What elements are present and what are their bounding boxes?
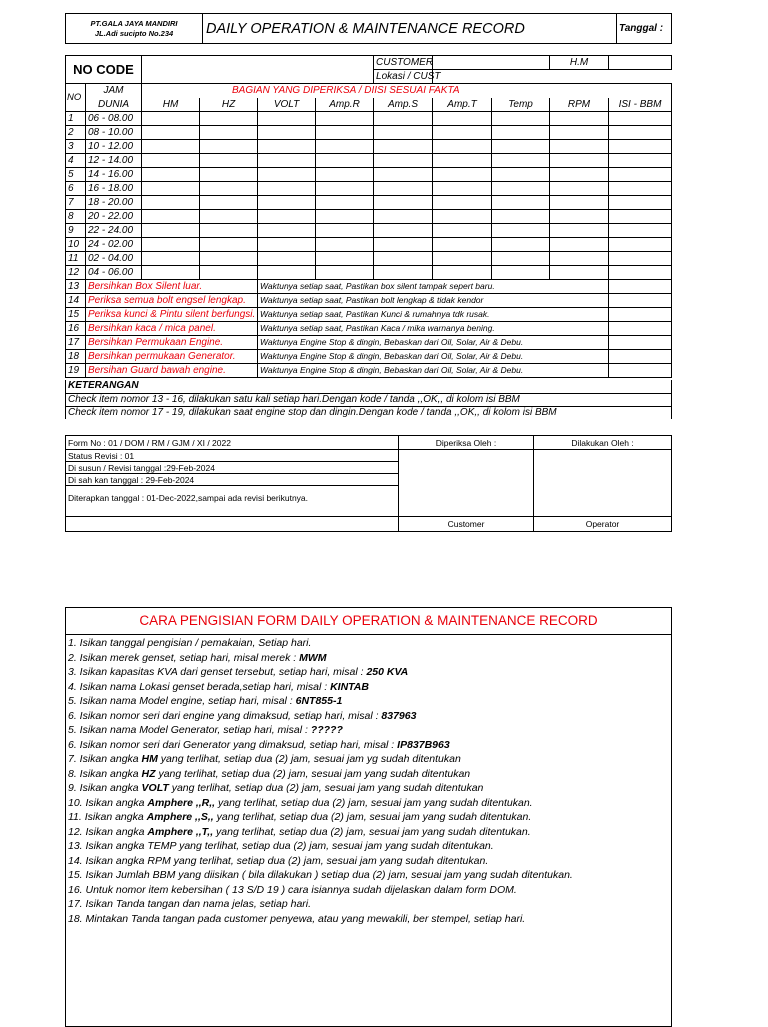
reading-cell[interactable] [550,140,609,154]
instruction-text: 9. Isikan angka [68,782,142,794]
time-row [66,112,672,126]
instruction-example: 6NT855-1 [295,695,343,707]
task-row [66,294,672,308]
task-check-cell[interactable] [609,308,672,322]
reading-cell[interactable] [550,154,609,168]
task-note: Waktunya Engine Stop & dingin, Bebaskan dari Oil, Solar, Air & Debu. [258,336,609,350]
instruction-text: 1. Isikan tanggal pengisian / pemakaian, Setiap hari. [68,637,312,649]
reading-cell[interactable] [550,266,609,280]
reading-cell[interactable] [609,154,672,168]
instruction-text: 14. Isikan angka RPM yang terlihat, setiap dua (2) jam, sesuai jam yang sudah ditentukan. [68,854,489,867]
reading-cell[interactable] [258,238,316,252]
time-row [66,182,672,196]
reading-cell[interactable] [433,126,492,140]
reading-cell[interactable] [492,252,550,266]
instruction-item [68,883,573,898]
task-number: 15 [66,308,86,322]
reading-cell[interactable] [200,196,258,210]
log-table [65,55,672,378]
hm-value[interactable] [609,56,672,70]
row-number: 5 [66,168,86,182]
column-header: Amp.T [433,98,492,112]
instruction-item [68,694,573,709]
instruction-text-end: yang terlihat, setiap dua (2) jam, sesuai jam yang sudah ditentukan. [213,811,532,823]
reading-cell[interactable] [433,252,492,266]
column-header: HZ [200,98,258,112]
log-header-row-3 [66,84,672,98]
reading-cell[interactable] [433,182,492,196]
instruction-text: 15. Isikan Jumlah BBM yang diisikan ( bila dilakukan ) setiap dua (2) jam, sesuai jam yang sudah ditentukan. [68,869,573,881]
jam-header-1: JAM [86,84,142,98]
reading-cell[interactable] [492,140,550,154]
instruction-text: 8. Isikan angka [68,767,142,780]
reading-cell[interactable] [316,168,374,182]
reading-cell[interactable] [258,252,316,266]
reading-cell[interactable] [374,238,433,252]
operator-label: Operator [534,517,672,532]
reading-cell[interactable] [492,154,550,168]
reading-cell[interactable] [258,126,316,140]
row-time: 14 - 16.00 [86,168,142,182]
status-revisi: Status Revisi : 01 [66,450,399,462]
reading-cell[interactable] [550,252,609,266]
reading-cell[interactable] [433,266,492,280]
reading-cell[interactable] [433,154,492,168]
time-row [66,224,672,238]
company-address: JL.Adi sucipto No.234 [94,28,174,38]
reading-cell[interactable] [316,266,374,280]
instruction-item [68,665,573,680]
instruction-item [68,839,573,854]
keterangan-table [65,380,672,419]
reading-cell[interactable] [492,224,550,238]
instruction-text: 4. Isikan nama Lokasi genset berada,setiap hari, misal : [68,680,331,693]
instruction-text: 18. Mintakan Tanda tangan pada customer penyewa, atau yang mewakili, ber stempel, setiap hari. [68,912,526,925]
row-time: 20 - 22.00 [86,210,142,224]
reading-cell[interactable] [258,266,316,280]
reading-cell[interactable] [142,238,200,252]
reading-cell[interactable] [492,112,550,126]
reading-cell[interactable] [316,140,374,154]
reading-cell[interactable] [200,252,258,266]
instruction-item [68,868,573,883]
instruction-example: HZ [141,767,156,780]
task-note: Waktunya setiap saat, Pastikan Kunci & rumahnya tdk rusak. [258,308,609,322]
time-row [66,266,672,280]
instruction-text-end: yang terlihat, setiap dua (2) jam, sesuai jam yang sudah ditentukan [155,767,471,780]
reading-cell[interactable] [492,182,550,196]
reading-cell[interactable] [550,126,609,140]
reading-cell[interactable] [609,238,672,252]
time-row [66,168,672,182]
reading-cell[interactable] [374,252,433,266]
reading-cell[interactable] [433,224,492,238]
instruction-item [68,854,573,869]
reading-cell[interactable] [374,168,433,182]
diterapkan-date: Diterapkan tanggal : 01-Dec-2022,sampai ada revisi berikutnya. [66,486,399,517]
instruction-text: 6. Isikan nomor seri dari Generator yang dimaksud, setiap hari, misal : [68,738,398,751]
reading-cell[interactable] [316,238,374,252]
task-row [66,322,672,336]
instruction-example: MWM [299,651,327,664]
reading-cell[interactable] [550,224,609,238]
reading-cell[interactable] [609,140,672,154]
column-header: RPM [550,98,609,112]
section-note: BAGIAN YANG DIPERIKSA / DIISI SESUAI FAKTA [142,84,672,98]
reading-cell[interactable] [142,196,200,210]
reading-cell[interactable] [200,224,258,238]
instruction-text: 17. Isikan Tanda tangan dan nama jelas, setiap hari. [68,898,312,910]
instruction-text: 5. Isikan nama Model engine, setiap hari, misal : [68,695,296,707]
row-time: 24 - 02.00 [86,238,142,252]
reading-cell[interactable] [258,210,316,224]
disahkan-date: Di sah kan tanggal : 29-Feb-2024 [66,474,399,486]
row-number: 11 [66,252,86,266]
task-row [66,336,672,350]
reading-cell[interactable] [433,140,492,154]
reading-cell[interactable] [258,182,316,196]
instruction-item [68,723,573,738]
diperiksa-label: Diperiksa Oleh : [399,436,534,450]
reading-cell[interactable] [609,112,672,126]
row-number: 10 [66,238,86,252]
reading-cell[interactable] [609,168,672,182]
instructions-box [65,607,672,1027]
instruction-item [68,651,573,666]
reading-cell[interactable] [609,196,672,210]
time-row [66,238,672,252]
task-row [66,350,672,364]
row-time: 04 - 06.00 [86,266,142,280]
task-name: Bersihan Guard bawah engine. [86,364,258,378]
reading-cell[interactable] [200,182,258,196]
jam-header-2: DUNIA [86,98,142,112]
row-time: 10 - 12.00 [86,140,142,154]
reading-cell[interactable] [374,140,433,154]
reading-cell[interactable] [142,182,200,196]
row-time: 06 - 08.00 [86,112,142,126]
row-number: 3 [66,140,86,154]
log-header-row-1 [66,56,672,70]
instruction-item [68,709,573,724]
reading-cell[interactable] [609,126,672,140]
reading-cell[interactable] [316,196,374,210]
column-header: Amp.S [374,98,433,112]
row-time: 16 - 18.00 [86,182,142,196]
reading-cell[interactable] [550,112,609,126]
reading-cell[interactable] [316,210,374,224]
reading-cell[interactable] [200,140,258,154]
reading-cell[interactable] [200,112,258,126]
customer-value[interactable] [433,56,550,70]
reading-cell[interactable] [492,168,550,182]
reading-cell[interactable] [550,196,609,210]
instruction-item [68,636,573,651]
reading-cell[interactable] [609,252,672,266]
instruction-text-end: yang terlihat, setiap dua (2) jam, sesuai jam yg sudah ditentukan [157,753,461,765]
row-number: 1 [66,112,86,126]
row-time: 02 - 04.00 [86,252,142,266]
reading-cell[interactable] [492,210,550,224]
instruction-item [68,796,573,811]
instructions-title: CARA PENGISIAN FORM DAILY OPERATION & MAINTENANCE RECORD [66,608,671,635]
keterangan-line-2: Check item nomor 17 - 19, dilakukan saat engine stop dan dingin.Dengan kode / tanda ,,OK,, di kolom isi BBM [66,406,672,419]
company-block [66,14,203,44]
form-title: DAILY OPERATION & MAINTENANCE RECORD [203,14,617,44]
reading-cell[interactable] [258,112,316,126]
task-number: 19 [66,364,86,378]
lokasi-label: Lokasi / CUST [374,70,433,84]
task-name: Periksa semua bolt engsel lengkap. [86,294,258,308]
reading-cell[interactable] [433,168,492,182]
task-name: Bersihkan permukaan Generator. [86,350,258,364]
task-row [66,308,672,322]
instructions-list [68,636,573,926]
time-row [66,196,672,210]
instruction-example: HM [141,753,158,765]
task-note: Waktunya setiap saat, Pastikan Kaca / mika warnanya bening. [258,322,609,336]
time-row [66,126,672,140]
row-number: 8 [66,210,86,224]
task-name: Bersihkan Permukaan Engine. [86,336,258,350]
task-check-cell[interactable] [609,280,672,294]
instruction-text: 3. Isikan kapasitas KVA dari genset tersebut, setiap hari, misal : [68,666,367,678]
reading-cell[interactable] [492,238,550,252]
dilakukan-label: Dilakukan Oleh : [534,436,672,450]
instruction-example: Amphere ,,T,, [147,825,214,838]
row-number: 12 [66,266,86,280]
reading-cell[interactable] [142,252,200,266]
reading-cell[interactable] [316,154,374,168]
reading-cell[interactable] [374,210,433,224]
instruction-example: ????? [310,724,343,736]
time-row [66,154,672,168]
instruction-text: 7. Isikan angka [68,753,142,765]
empty-cell [66,517,399,532]
task-number: 18 [66,350,86,364]
reading-cell[interactable] [316,126,374,140]
column-header: VOLT [258,98,316,112]
log-header-row-4 [66,98,672,112]
task-note: Waktunya Engine Stop & dingin, Bebaskan dari Oil, Solar, Air & Debu. [258,350,609,364]
task-note: Waktunya setiap saat, Pastikan box silent tampak sepert baru. [258,280,609,294]
instruction-text-end: yang terlihat, setiap dua (2) jam, sesuai jam yang sudah ditentukan. [215,796,533,809]
instruction-example: IP837B963 [397,738,450,751]
task-row [66,364,672,378]
instruction-item [68,897,573,912]
instruction-text: 12. Isikan angka [68,825,148,838]
instruction-item [68,680,573,695]
instruction-text: 5. Isikan nama Model Generator, setiap hari, misal : [68,724,311,736]
reading-cell[interactable] [200,238,258,252]
reading-cell[interactable] [374,224,433,238]
reading-cell[interactable] [609,266,672,280]
reading-cell[interactable] [142,112,200,126]
instruction-text: 10. Isikan angka [68,796,148,809]
customer-label: Customer [399,517,534,532]
instruction-text: 11. Isikan angka [68,811,147,823]
instruction-item [68,810,573,825]
form-info-table [65,435,672,532]
row-time: 22 - 24.00 [86,224,142,238]
task-check-cell[interactable] [609,294,672,308]
reading-cell[interactable] [374,126,433,140]
instruction-text: 6. Isikan nomor seri dari engine yang dimaksud, setiap hari, misal : [68,709,382,722]
row-number: 4 [66,154,86,168]
row-time: 12 - 14.00 [86,154,142,168]
reading-cell[interactable] [200,168,258,182]
keterangan-line-1: Check item nomor 13 - 16, dilakukan satu kali setiap hari.Dengan kode / tanda ,,OK,, di kolom isi BBM [66,393,672,406]
reading-cell[interactable] [374,266,433,280]
instruction-text: 16. Untuk nomor item kebersihan ( 13 S/D 19 ) cara isiannya sudah dijelaskan dalam form DOM. [68,883,517,896]
instruction-text: 2. Isikan merek genset, setiap hari, misal merek : [68,651,300,664]
task-note: Waktunya Engine Stop & dingin, Bebaskan dari Oil, Solar, Air & Debu. [258,364,609,378]
instruction-example: KINTAB [330,680,369,693]
reading-cell[interactable] [316,252,374,266]
instruction-example: Amphere ,,R,, [147,796,216,809]
no-column-header: NO [66,84,86,112]
task-check-cell[interactable] [609,350,672,364]
instruction-example: VOLT [141,782,169,794]
date-label: Tanggal : [617,14,672,44]
reading-cell[interactable] [200,266,258,280]
task-number: 13 [66,280,86,294]
reading-cell[interactable] [258,224,316,238]
reading-cell[interactable] [492,196,550,210]
header-table [65,13,672,44]
reading-cell[interactable] [258,140,316,154]
row-time: 18 - 20.00 [86,196,142,210]
reading-cell[interactable] [200,154,258,168]
lokasi-value[interactable] [433,70,672,84]
reading-cell[interactable] [258,154,316,168]
reading-cell[interactable] [142,210,200,224]
reading-cell[interactable] [142,266,200,280]
instruction-item [68,912,573,927]
task-name: Periksa kunci & Pintu silent berfungsi. [86,308,258,322]
column-header: ISI - BBM [609,98,672,112]
reading-cell[interactable] [200,126,258,140]
reading-cell[interactable] [142,140,200,154]
reading-cell[interactable] [142,126,200,140]
instruction-item [68,752,573,767]
task-number: 14 [66,294,86,308]
reading-cell[interactable] [433,238,492,252]
reading-cell[interactable] [142,224,200,238]
reading-cell[interactable] [492,126,550,140]
instruction-example: 250 KVA [366,666,409,678]
reading-cell[interactable] [550,168,609,182]
reading-cell[interactable] [200,210,258,224]
column-header: HM [142,98,200,112]
task-check-cell[interactable] [609,322,672,336]
reading-cell[interactable] [374,196,433,210]
task-number: 17 [66,336,86,350]
task-check-cell[interactable] [609,364,672,378]
reading-cell[interactable] [142,154,200,168]
company-name: PT.GALA JAYA MANDIRI [90,18,178,28]
reading-cell[interactable] [316,224,374,238]
no-code-label: NO CODE [66,56,142,84]
row-number: 9 [66,224,86,238]
reading-cell[interactable] [609,182,672,196]
reading-cell[interactable] [609,210,672,224]
reading-cell[interactable] [258,196,316,210]
column-header: Amp.R [316,98,374,112]
reading-cell[interactable] [374,154,433,168]
reading-cell[interactable] [550,182,609,196]
instruction-text-end: yang terlihat, setiap dua (2) jam, sesuai jam yang sudah ditentukan. [213,825,531,838]
instruction-text-end: yang terlihat, setiap dua (2) jam, sesuai jam yang sudah ditentukan [168,782,484,794]
time-row [66,140,672,154]
row-time: 08 - 10.00 [86,126,142,140]
task-note: Waktunya setiap saat, Pastikan bolt lengkap & tidak kendor [258,294,609,308]
reading-cell[interactable] [433,196,492,210]
keterangan-title: KETERANGAN [66,380,672,393]
instruction-example: 837963 [381,709,417,722]
time-row [66,252,672,266]
customer-signature-box [399,450,534,517]
instruction-item [68,767,573,782]
reading-cell[interactable] [258,168,316,182]
operator-signature-box [534,450,672,517]
reading-cell[interactable] [374,112,433,126]
row-number: 6 [66,182,86,196]
instruction-item [68,738,573,753]
task-name: Bersihkan Box Silent luar. [86,280,258,294]
reading-cell[interactable] [316,112,374,126]
instruction-example: Amphere ,,S,, [146,811,214,823]
instruction-item [68,825,573,840]
reading-cell[interactable] [142,168,200,182]
row-number: 2 [66,126,86,140]
no-code-value[interactable] [142,56,374,84]
reading-cell[interactable] [374,182,433,196]
reading-cell[interactable] [316,182,374,196]
reading-cell[interactable] [550,210,609,224]
instruction-text: 13. Isikan angka TEMP yang terlihat, setiap dua (2) jam, sesuai jam yang sudah ditentukan. [68,840,494,852]
reading-cell[interactable] [550,238,609,252]
task-name: Bersihkan kaca / mica panel. [86,322,258,336]
reading-cell[interactable] [609,224,672,238]
reading-cell[interactable] [433,112,492,126]
task-row [66,280,672,294]
reading-cell[interactable] [492,266,550,280]
task-check-cell[interactable] [609,336,672,350]
revisi-date: Di susun / Revisi tanggal :29-Feb-2024 [66,462,399,474]
task-number: 16 [66,322,86,336]
form-number: Form No : 01 / DOM / RM / GJM / XI / 2022 [66,436,399,450]
row-number: 7 [66,196,86,210]
time-row [66,210,672,224]
reading-cell[interactable] [433,210,492,224]
customer-label: CUSTOMER [374,56,433,70]
instruction-item [68,781,573,796]
hm-label: H.M [550,56,609,70]
column-header: Temp [492,98,550,112]
